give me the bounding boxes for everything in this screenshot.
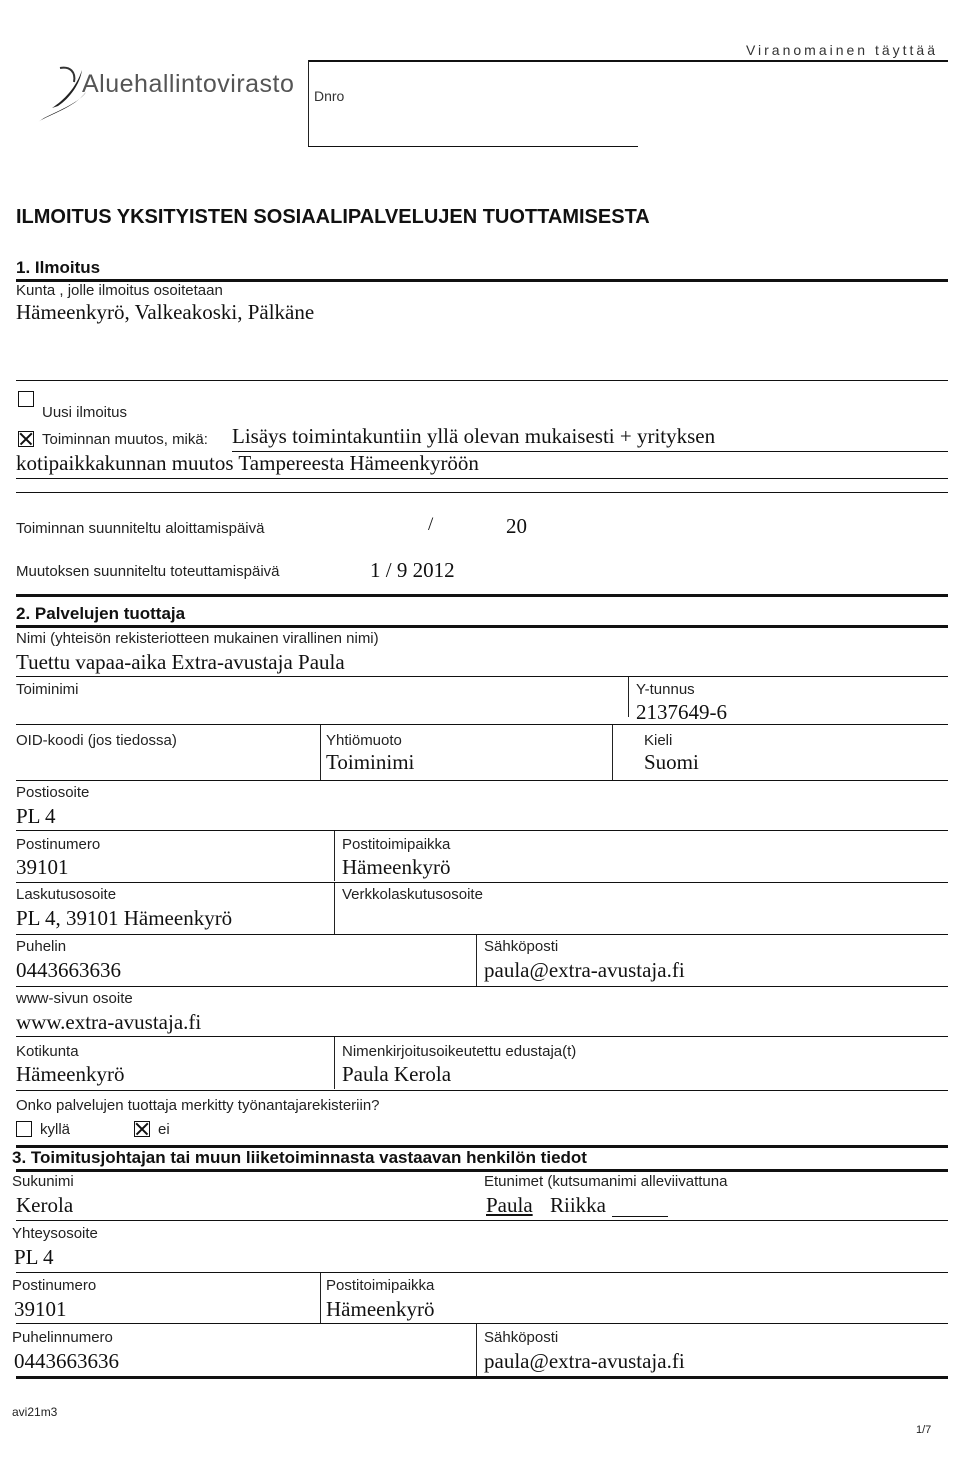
employer-no-label: ei [158,1121,170,1138]
s3-phone-value: 0443663636 [14,1349,119,1373]
s3-post-office-label: Postitoimipaikka [326,1277,435,1294]
post-office-value: Hämeenkyrö [342,855,451,879]
official-name-label: Nimi (yhteisön rekisteriotteen mukainen virallinen nimi) [16,630,379,647]
section3-heading: 3. Toimitusjohtajan tai muun liiketoiminnasta vastaavan henkilön tiedot [12,1148,587,1167]
business-id-value: 2137649-6 [636,700,727,724]
agency-logo [30,48,90,128]
s3-email-label: Sähköposti [484,1329,559,1346]
section1-heading: 1. Ilmoitus [16,258,101,277]
new-notice-checkbox[interactable] [18,391,34,407]
company-form-value: Toiminimi [326,750,415,774]
employer-yes-label: kyllä [40,1121,71,1138]
official-use-label: Viranomainen täyttää [745,42,938,58]
change-value-line2: kotipaikkakunnan muutos Tampereesta Hämeenkyröön [16,451,479,475]
company-form-label: Yhtiömuoto [326,732,402,749]
postal-code-label: Postinumero [16,836,101,853]
s3-postal-code-label: Postinumero [12,1277,97,1294]
email-value: paula@extra-avustaja.fi [484,958,685,982]
language-label: Kieli [644,732,673,749]
billing-address-label: Laskutusosoite [16,886,117,903]
postal-address-value: PL 4 [16,804,56,828]
first-names-label: Etunimet (kutsumanimi alleviivattuna [484,1173,728,1190]
official-name-value: Tuettu vapaa-aika Extra-avustaja Paula [16,650,345,674]
logo-swirl-icon [30,48,90,128]
contact-address-value: PL 4 [14,1245,54,1269]
signatory-label: Nimenkirjoitusoikeutettu edustaja(t) [342,1043,577,1060]
s3-phone-label: Puhelinnumero [12,1329,113,1346]
employer-yes-checkbox[interactable] [16,1121,32,1137]
postal-address-label: Postiosoite [16,784,90,801]
municipality-value: Hämeenkyrö, Valkeakoski, Pälkäne [16,300,315,324]
page-number: 1/7 [916,1424,932,1436]
phone-value: 0443663636 [16,958,121,982]
phone-label: Puhelin [16,938,67,955]
first-name-other: Riikka [550,1193,606,1217]
agency-name: Aluehallintovirasto [82,70,295,98]
website-value: www.extra-avustaja.fi [16,1010,202,1034]
contact-address-label: Yhteysosoite [12,1225,98,1242]
first-name-underlined: Paula [486,1193,533,1217]
trade-name-label: Toiminimi [16,681,79,698]
start-date-year: 20 [506,514,527,538]
start-date-label: Toiminnan suunniteltu aloittamispäivä [16,520,265,537]
surname-label: Sukunimi [12,1173,74,1190]
section2-heading: 2. Palvelujen tuottaja [16,604,186,623]
employer-register-question: Onko palvelujen tuottaja merkitty työnantajarekisteriin? [16,1097,380,1114]
website-label: www-sivun osoite [16,990,133,1007]
start-date-slash: / [428,514,434,535]
email-label: Sähköposti [484,938,559,955]
municipality-label: Kunta , jolle ilmoitus osoitetaan [16,282,223,299]
billing-address-value: PL 4, 39101 Hämeenkyrö [16,906,233,930]
document-title: ILMOITUS YKSITYISTEN SOSIAALIPALVELUJEN TUOTTAMISESTA [16,206,650,228]
change-label: Toiminnan muutos, mikä: [42,431,208,448]
employer-no-checkbox[interactable] [134,1121,150,1137]
change-date-value: 1 / 9 2012 [370,558,455,582]
s3-email-value: paula@extra-avustaja.fi [484,1349,685,1373]
postal-code-value: 39101 [16,855,69,879]
surname-value: Kerola [16,1193,74,1217]
oid-label: OID-koodi (jos tiedossa) [16,732,177,749]
language-value: Suomi [644,750,699,774]
post-office-label: Postitoimipaikka [342,836,451,853]
form-code: avi21m3 [12,1405,58,1419]
s3-post-office-value: Hämeenkyrö [326,1297,435,1321]
change-value-line1: Lisäys toimintakuntiin yllä olevan mukaisesti + yrityksen [232,424,716,448]
new-notice-label: Uusi ilmoitus [42,404,128,421]
s3-postal-code-value: 39101 [14,1297,67,1321]
business-id-label: Y-tunnus [636,681,695,698]
signatory-value: Paula Kerola [342,1062,452,1086]
home-municipality-value: Hämeenkyrö [16,1062,125,1086]
change-checkbox[interactable] [18,431,34,447]
official-use-box [308,42,948,146]
dnro-label: Dnro [314,88,345,104]
home-municipality-label: Kotikunta [16,1043,79,1060]
ebilling-label: Verkkolaskutusosoite [342,886,483,903]
change-date-label: Muutoksen suunniteltu toteuttamispäivä [16,563,280,580]
